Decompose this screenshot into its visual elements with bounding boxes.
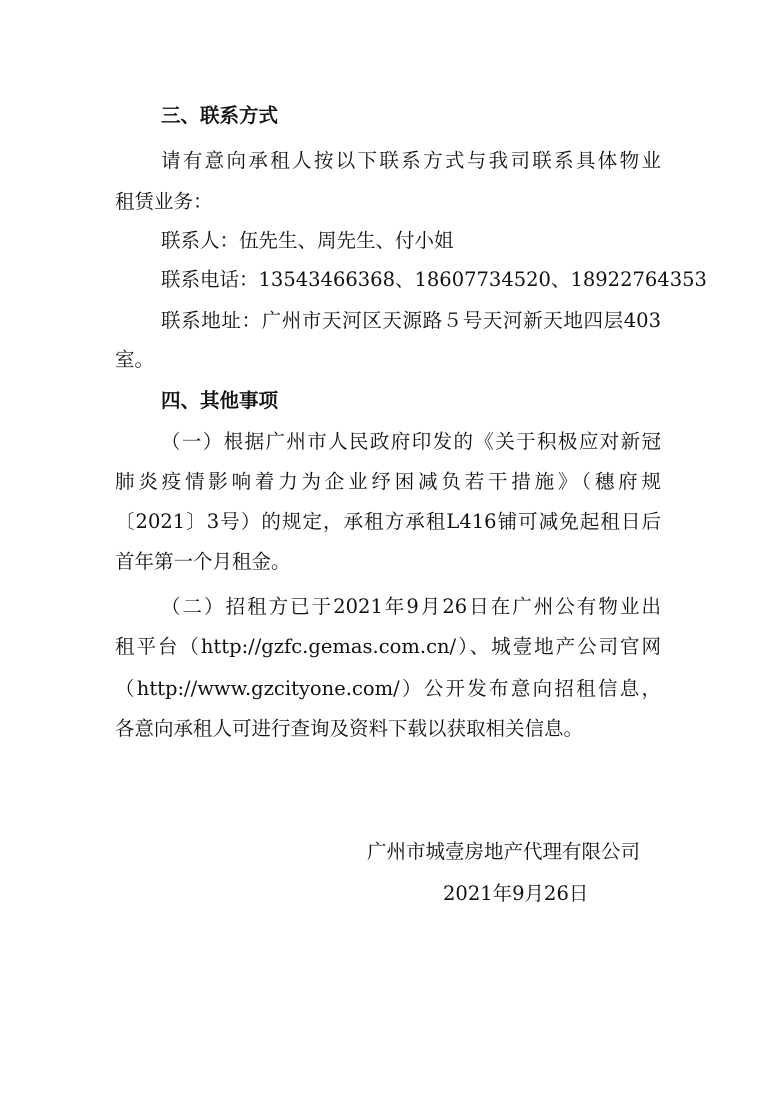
contact-phone: 联系电话：13543466368、18607734520、18922764353	[161, 268, 707, 291]
item-2-line-3: （http://www.gzcityone.com/）公开发布意向招租信息，	[115, 677, 661, 700]
contact-intro-line-2: 租赁业务：	[115, 190, 213, 213]
contact-intro-line-1: 请有意向承租人按以下联系方式与我司联系具体物业	[161, 149, 661, 172]
contact-address-line-1: 联系地址：广州市天河区天源路５号天河新天地四层403	[161, 309, 661, 332]
item-1-line-1: （一）根据广州市人民政府印发的《关于积极应对新冠	[161, 430, 661, 453]
item-2-line-1: （二）招租方已于2021年9月26日在广州公有物业出	[161, 595, 661, 618]
item-1-line-2: 肺炎疫情影响着力为企业纾困减负若干措施》（穗府规	[115, 470, 661, 493]
signature-company: 广州市城壹房地产代理有限公司	[367, 840, 641, 863]
signature-date: 2021年9月26日	[443, 882, 589, 905]
contact-person: 联系人：伍先生、周先生、付小姐	[161, 229, 454, 252]
item-2-line-2: 租平台（http://gzfc.gemas.com.cn/）、城壹地产公司官网	[115, 635, 661, 658]
section-3-heading: 三、联系方式	[161, 104, 279, 127]
item-1-line-4: 首年第一个月租金。	[115, 550, 291, 573]
contact-address-line-2: 室。	[115, 348, 155, 371]
section-4-heading: 四、其他事项	[161, 389, 279, 412]
item-2-line-4: 各意向承租人可进行查询及资料下载以获取相关信息。	[115, 717, 584, 740]
item-1-line-3: 〔2021〕3号）的规定，承租方承租L416铺可减免起租日后	[115, 510, 661, 533]
